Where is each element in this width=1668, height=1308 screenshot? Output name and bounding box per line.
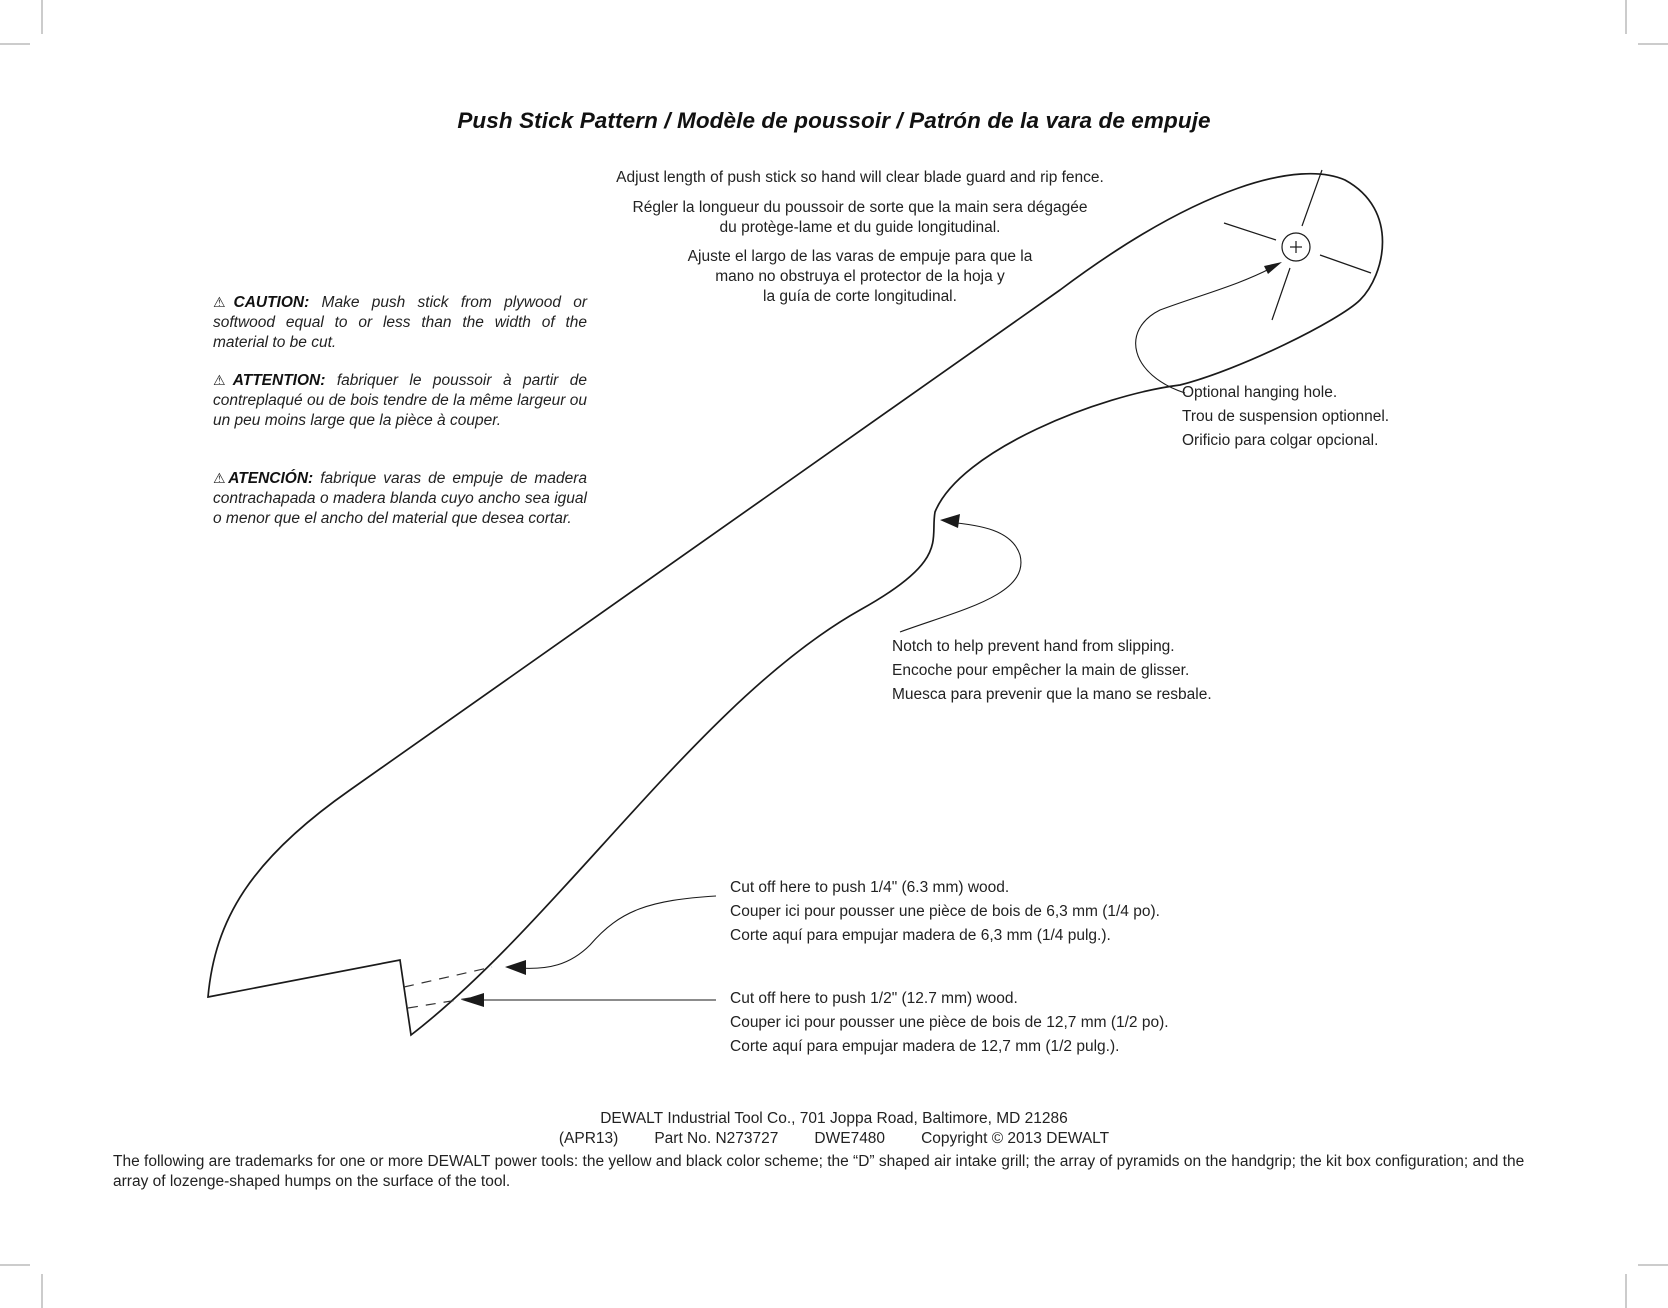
footer-address (0, 1109, 1668, 1129)
date-code: (APR13) (558, 1130, 619, 1147)
trademark-post: power tools: the yellow and black color scheme; the “D” shaped air intake grill; the array of pyramids on the handgrip; the kit box configuration; and the array of lozenge-shaped humps on the surface of the tool. (113, 1153, 1525, 1190)
notch-arrowhead (940, 514, 960, 528)
caution-warning (213, 292, 587, 353)
cut-half-arrowhead (462, 993, 484, 1007)
adjust-note-fr-1: Régler la longueur du poussoir de sorte que la main sera dégagée (632, 199, 1088, 216)
attention-label: ATTENTION: (232, 372, 326, 389)
model-number: DWE7480 (814, 1130, 886, 1147)
notch-en: Notch to help prevent hand from slipping. (892, 638, 1175, 655)
brand-prefix: D (427, 1153, 439, 1170)
brand-name: EWALT (438, 1153, 491, 1170)
warning-icon: ⚠ (213, 470, 229, 486)
adjust-note-es-1: Ajuste el largo de las varas de empuje para que la (687, 248, 1033, 265)
attention-warning (213, 370, 587, 431)
cut-quarter-fr: Couper ici pour pousser une pièce de bois de 6,3 mm (1/4 po). (730, 903, 1160, 920)
cut-line-half (408, 998, 470, 1008)
warning-icon: ⚠ (213, 294, 234, 310)
adjust-note-fr-2: du protège-lame et du guide longitudinal. (719, 219, 1001, 236)
company-address: Industrial Tool Co., 701 Joppa Road, Baltimore, MD 21286 (663, 1110, 1068, 1127)
brand-name: EWALT (611, 1110, 664, 1127)
brand-prefix: D (600, 1110, 612, 1127)
cut-half-fr: Couper ici pour pousser une pièce de bois de 12,7 mm (1/2 po). (730, 1014, 1169, 1031)
adjust-note-en: Adjust length of push stick so hand will clear blade guard and rip fence. (616, 169, 1104, 186)
trademark-notice (113, 1152, 1563, 1192)
hanging-hole-es: Orificio para colgar opcional. (1182, 432, 1379, 449)
notch-fr: Encoche pour empêcher la main de glisser. (892, 662, 1190, 679)
cut-half-es: Corte aquí para empujar madera de 12,7 mm (1/2 pulg.). (730, 1038, 1120, 1055)
brand-prefix: D (1046, 1130, 1058, 1147)
hanging-hole-en: Optional hanging hole. (1182, 384, 1338, 401)
atencion-warning (213, 468, 587, 529)
cut-line-quarter (404, 967, 492, 987)
cut-half-en: Cut off here to push 1/2" (12.7 mm) wood. (730, 990, 1018, 1007)
cut-quarter-es: Corte aquí para empujar madera de 6,3 mm (1/4 pulg.). (730, 927, 1111, 944)
footer-part-info (0, 1129, 1668, 1149)
warning-icon: ⚠ (213, 372, 233, 388)
caution-label: CAUTION: (233, 294, 310, 311)
hanging-hole (1224, 170, 1371, 320)
copyright: Copyright © 2013 (921, 1130, 1047, 1147)
hanging-hole-fr: Trou de suspension optionnel. (1182, 408, 1390, 425)
part-number: Part No. N273727 (654, 1130, 779, 1147)
hanging-hole-arrowhead (1264, 262, 1282, 274)
page-title: Push Stick Pattern / Modèle de poussoir / Patrón de la vara de empuje (457, 108, 1211, 133)
notch-es: Muesca para prevenir que la mano se resbale. (892, 686, 1212, 703)
adjust-note-es-3: la guía de corte longitudinal. (763, 288, 957, 305)
notch-leader (900, 522, 1021, 632)
caution-text: Make push stick from plywood or softwood equal to or less than the width of the material to be cut. (213, 294, 587, 351)
atencion-label: ATENCIÓN: (228, 470, 314, 487)
attention-text: fabriquer le poussoir à partir de contreplaqué ou de bois tendre de la même largeur ou un peu moins large que la pièce à couper. (213, 372, 587, 429)
cut-quarter-arrowhead (505, 960, 526, 975)
cut-quarter-leader (518, 896, 716, 968)
adjust-note-es-2: mano no obstruya el protector de la hoja y (715, 268, 1005, 285)
atencion-text: fabrique varas de empuje de madera contrachapada o madera blanda cuyo ancho sea igual o menor que el ancho del material que desea cortar. (213, 470, 587, 527)
brand-name: EWALT (1057, 1130, 1110, 1147)
cut-quarter-en: Cut off here to push 1/4" (6.3 mm) wood. (730, 879, 1010, 896)
trademark-pre: The following are trademarks for one or more (113, 1153, 428, 1170)
